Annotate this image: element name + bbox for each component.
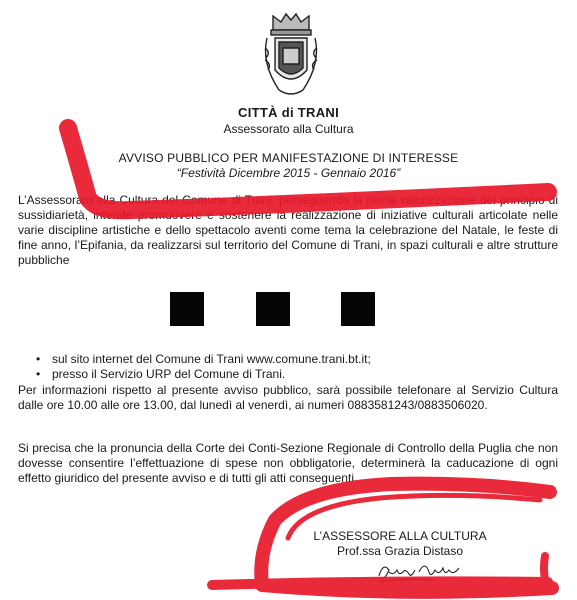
disclaimer-paragraph: Si precisa che la pronuncia della Corte dei Conti-Sezione Regionale di Controllo della Puglia che non dovesse consentire l’effettuazione di spese non obbligatorie, determinerà la caducazione di ogni effetto giuridico del presente avviso e di tutti gli atti conseguenti. bbox=[18, 441, 558, 485]
department-name: Assessorato alla Cultura bbox=[223, 122, 354, 136]
redaction-block bbox=[170, 292, 204, 326]
notice-subtitle: “Festività Dicembre 2015 - Gennaio 2016” bbox=[176, 166, 401, 180]
redaction-block bbox=[256, 292, 290, 326]
publication-list bbox=[36, 352, 556, 382]
intro-paragraph: L’Assessorato alla Cultura del Comune di Trani, perseguendo la piena valorizzazione del principio di sussidiarietà, intende promuovere e sostenere la realizzazione di iniziative culturali articolate nelle varie discipline artistiche e dello spettacolo aventi come tema la celebrazione del Natale, le feste di fine anno, l’Epifania, da realizzarsi sul territorio del Comune di Trani, in spazi culturali e altre strutture pubbliche bbox=[18, 193, 558, 267]
info-paragraph: Per informazioni rispetto al presente avviso pubblico, sarà possibile telefonare al Servizio Cultura dalle ore 10.00 alle ore 13.00, dal lunedì al venerdì, ai numeri 0883581243/0883506020. bbox=[18, 383, 558, 412]
notice-title: AVVISO PUBBLICO PER MANIFESTAZIONE DI INTERESSE bbox=[118, 151, 459, 165]
handwritten-signature bbox=[375, 558, 465, 586]
list-item: • sul sito internet del Comune di Trani www.comune.trani.bt.it; bbox=[36, 352, 556, 367]
signatory-name: Prof.ssa Grazia Distaso bbox=[336, 544, 464, 558]
list-item: • presso il Servizio URP del Comune di Trani. bbox=[36, 367, 556, 382]
redaction-block bbox=[341, 292, 375, 326]
city-name: CITTÀ di TRANI bbox=[238, 105, 339, 120]
city-crest-icon bbox=[257, 8, 325, 104]
signatory-role: L’ASSESSORE ALLA CULTURA bbox=[313, 529, 487, 543]
